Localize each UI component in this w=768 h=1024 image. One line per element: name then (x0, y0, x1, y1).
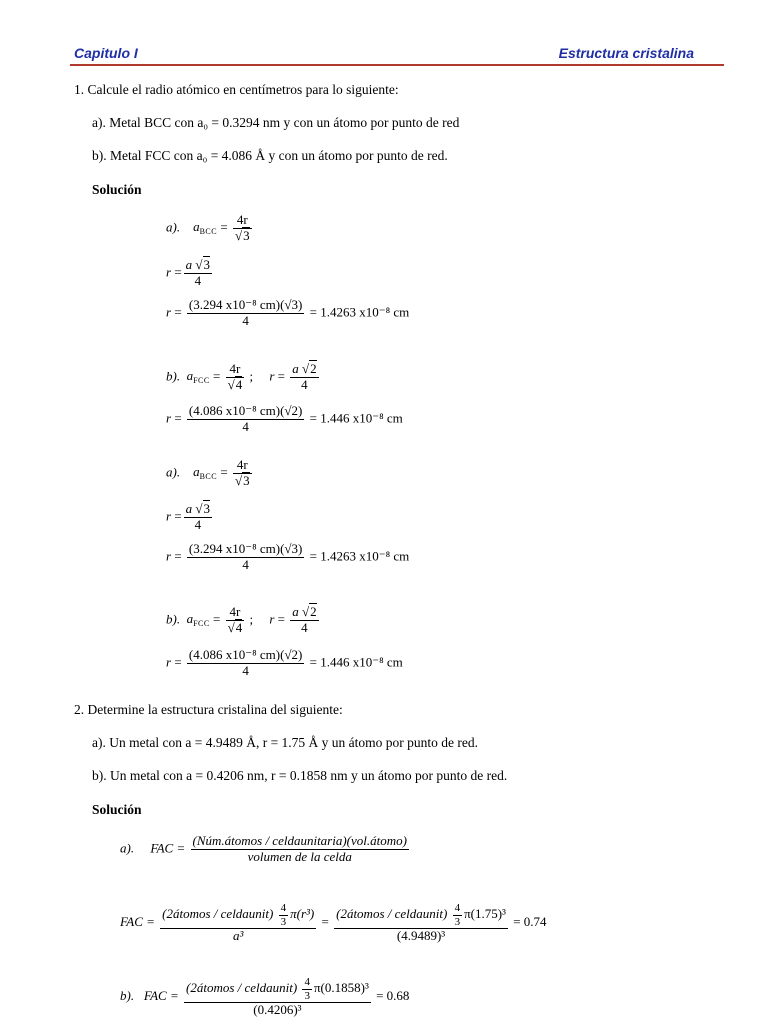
eq-fac-definition: a). FAC = $\frac{\text{(Núm.átomos / celdaunitaria)(vol.átomo)}}{\text{volumen de la celda}}$ (120, 833, 407, 864)
eq-r-bcc-result: r = $\frac{\text{(3.294 x10⁻⁸ cm)(√3)}}{4}$ = 1.4263 x10⁻⁸ cm (166, 297, 410, 328)
problem-2-part-a: a). Un metal con a = 4.9489 Å, r = 1.75 Å y un átomo por punto de red. (92, 735, 479, 750)
problem-1-part-a: a). Metal BCC con a₀ = 0.3294 nm y con un átomo por punto de red (92, 115, 460, 130)
eq-r-fcc-result-repeat: r = $\frac{\text{(4.086 x10⁻⁸ cm)(√2)}}{4}$ = 1.446 x10⁻⁸ cm (166, 647, 403, 678)
eq-fac-bcc: FAC = (2átomos / celdaunit) $\frac{4}{3}$ π(r³) a³ = (2átomos / celdaunit) $\frac{4}{3}$ π(1.75)³ (4.9489)³ = 0.74 (120, 902, 547, 944)
eq-r-bcc-repeat: r = $\frac{a √3}{4}$ (166, 501, 211, 532)
solution-label: Solución (92, 182, 142, 197)
problem-1-prompt: 1. Calcule el radio atómico en centímetros para lo siguiente: (74, 82, 399, 97)
header-rule (70, 64, 724, 66)
chapter-title: Capitulo I (74, 45, 138, 61)
problem-2-part-b: b). Un metal con a = 0.4206 nm, r = 0.1858 nm y un átomo por punto de red. (92, 768, 508, 783)
eq-a-fcc-repeat: b). $a_{FCC}$ = $\frac{4r}{√4}$ ; r = $\frac{a √2}{4}$ (166, 604, 317, 635)
eq-a-bcc: a). $a_{BCC}$ = $\frac{4r}{√3}$ (166, 212, 250, 243)
solution-label-2: Solución (92, 802, 142, 817)
eq-r-bcc-result-repeat: r = $\frac{\text{(3.294 x10⁻⁸ cm)(√3)}}{4}$ = 1.4263 x10⁻⁸ cm (166, 541, 410, 572)
eq-fac-fcc: b). FAC = (2átomos / celdaunit) $\frac{4}{3}$ π(0.1858)³ (0.4206)³ = 0.68 (120, 976, 410, 1018)
eq-a-bcc-repeat: a). $a_{BCC}$ = $\frac{4r}{√3}$ (166, 457, 250, 488)
section-title: Estructura cristalina (558, 45, 694, 61)
eq-r-fcc-result: r = $\frac{\text{(4.086 x10⁻⁸ cm)(√2)}}{4}$ = 1.446 x10⁻⁸ cm (166, 403, 403, 434)
problem-1-part-b: b). Metal FCC con a₀ = 4.086 Å y con un átomo por punto de red. (92, 148, 448, 163)
eq-a-fcc: b). $a_{FCC}$ = $\frac{4r}{√4}$ ; r = $\frac{a √2}{4}$ (166, 361, 317, 392)
eq-r-bcc: r = $\frac{a √3}{4}$ (166, 257, 211, 288)
problem-2-prompt: 2. Determine la estructura cristalina del siguiente: (74, 702, 343, 717)
